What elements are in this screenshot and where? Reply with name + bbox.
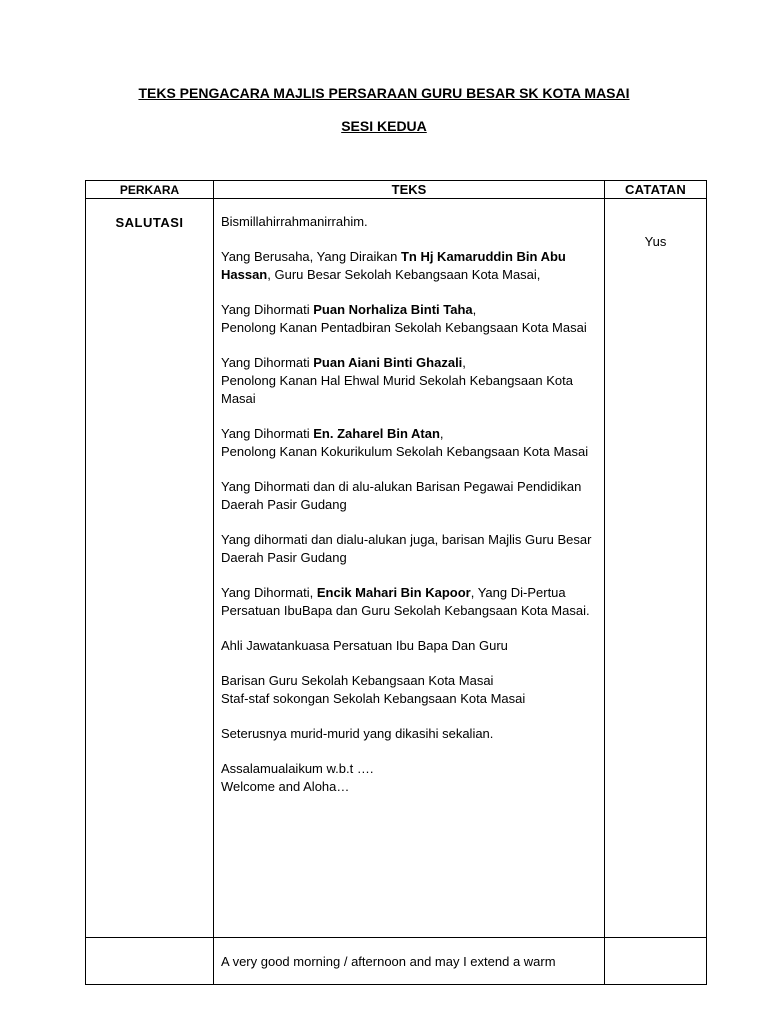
- table-row: [86, 938, 707, 985]
- teks-cell: [214, 199, 605, 938]
- text: Yang Dihormati: [221, 355, 314, 370]
- name-pk-hem: Puan Aiani Binti Ghazali: [313, 355, 463, 370]
- text: Barisan Guru Sekolah Kebangsaan Kota Masai: [221, 673, 494, 688]
- text: Yang Dihormati,: [221, 585, 317, 600]
- text: , Yang Di-Pertua Persatuan IbuBapa dan Guru Sekolah Kebangsaan Kota Masai.: [221, 585, 590, 618]
- text: Yang Dihormati: [221, 426, 314, 441]
- paragraph-murid: Seterusnya murid-murid yang dikasihi sekalian.: [221, 726, 494, 741]
- catatan-cell: Yus: [605, 199, 707, 938]
- text: Yang Dihormati: [221, 302, 314, 317]
- paragraph-guru-besar: [221, 248, 598, 284]
- text: Yang Berusaha, Yang Diraikan: [221, 249, 401, 264]
- paragraph-majlis-guru-besar: Yang dihormati dan dialu-alukan juga, barisan Majlis Guru Besar Daerah Pasir Gudang: [221, 532, 592, 565]
- text: Assalamualaikum w.b.t ….: [221, 761, 374, 776]
- name-ydp-pibg: Encik Mahari Bin Kapoor: [316, 585, 471, 600]
- text: Staf-staf sokongan Sekolah Kebangsaan Kota Masai: [221, 691, 526, 706]
- paragraph-pk-hem: [221, 354, 598, 408]
- paragraph-pk-koko: [221, 425, 598, 461]
- document-title: TEKS PENGACARA MAJLIS PERSARAAN GURU BESAR SK KOTA MASAI: [138, 85, 630, 101]
- paragraph-pk-pentadbiran: [221, 301, 598, 337]
- table-row: [86, 199, 707, 938]
- text: Welcome and Aloha…: [221, 779, 350, 794]
- paragraph-ajk-pibg: Ahli Jawatankuasa Persatuan Ibu Bapa Dan Guru: [221, 638, 508, 653]
- header-teks: TEKS: [214, 181, 605, 199]
- teks-cell-continued: A very good morning / afternoon and may I extend a warm: [214, 938, 605, 985]
- name-guru-besar: Tn Hj Kamaruddin Bin Abu Hassan: [221, 249, 566, 282]
- paragraph-guru-staf: [221, 672, 598, 708]
- paragraph-bismillah: Bismillahirrahmanirrahim.: [221, 214, 368, 229]
- perkara-cell-empty: [86, 938, 214, 985]
- script-table: [85, 180, 707, 985]
- text: ,: [472, 302, 477, 317]
- text: Penolong Kanan Pentadbiran Sekolah Kebangsaan Kota Masai: [221, 320, 587, 335]
- text: ,: [439, 426, 444, 441]
- paragraph-ydp-pibg: [221, 584, 598, 620]
- perkara-cell: SALUTASI: [86, 199, 214, 938]
- text: Penolong Kanan Hal Ehwal Murid Sekolah Kebangsaan Kota Masai: [221, 373, 573, 406]
- paragraph-pegawai: Yang Dihormati dan di alu-alukan Barisan Pegawai Pendidikan Daerah Pasir Gudang: [221, 479, 582, 512]
- text: Penolong Kanan Kokurikulum Sekolah Kebangsaan Kota Masai: [221, 444, 589, 459]
- table-header-row: [86, 181, 707, 199]
- text: , Guru Besar Sekolah Kebangsaan Kota Masai,: [267, 267, 541, 282]
- paragraph-salam: [221, 760, 598, 796]
- header-catatan: CATATAN: [605, 181, 707, 199]
- header-perkara: PERKARA: [86, 181, 214, 199]
- document-subtitle: SESI KEDUA: [341, 118, 427, 134]
- catatan-cell-empty: [605, 938, 707, 985]
- text: ,: [462, 355, 466, 370]
- name-pk-koko: En. Zaharel Bin Atan: [313, 426, 440, 441]
- name-pk-pentadbiran: Puan Norhaliza Binti Taha: [313, 302, 473, 317]
